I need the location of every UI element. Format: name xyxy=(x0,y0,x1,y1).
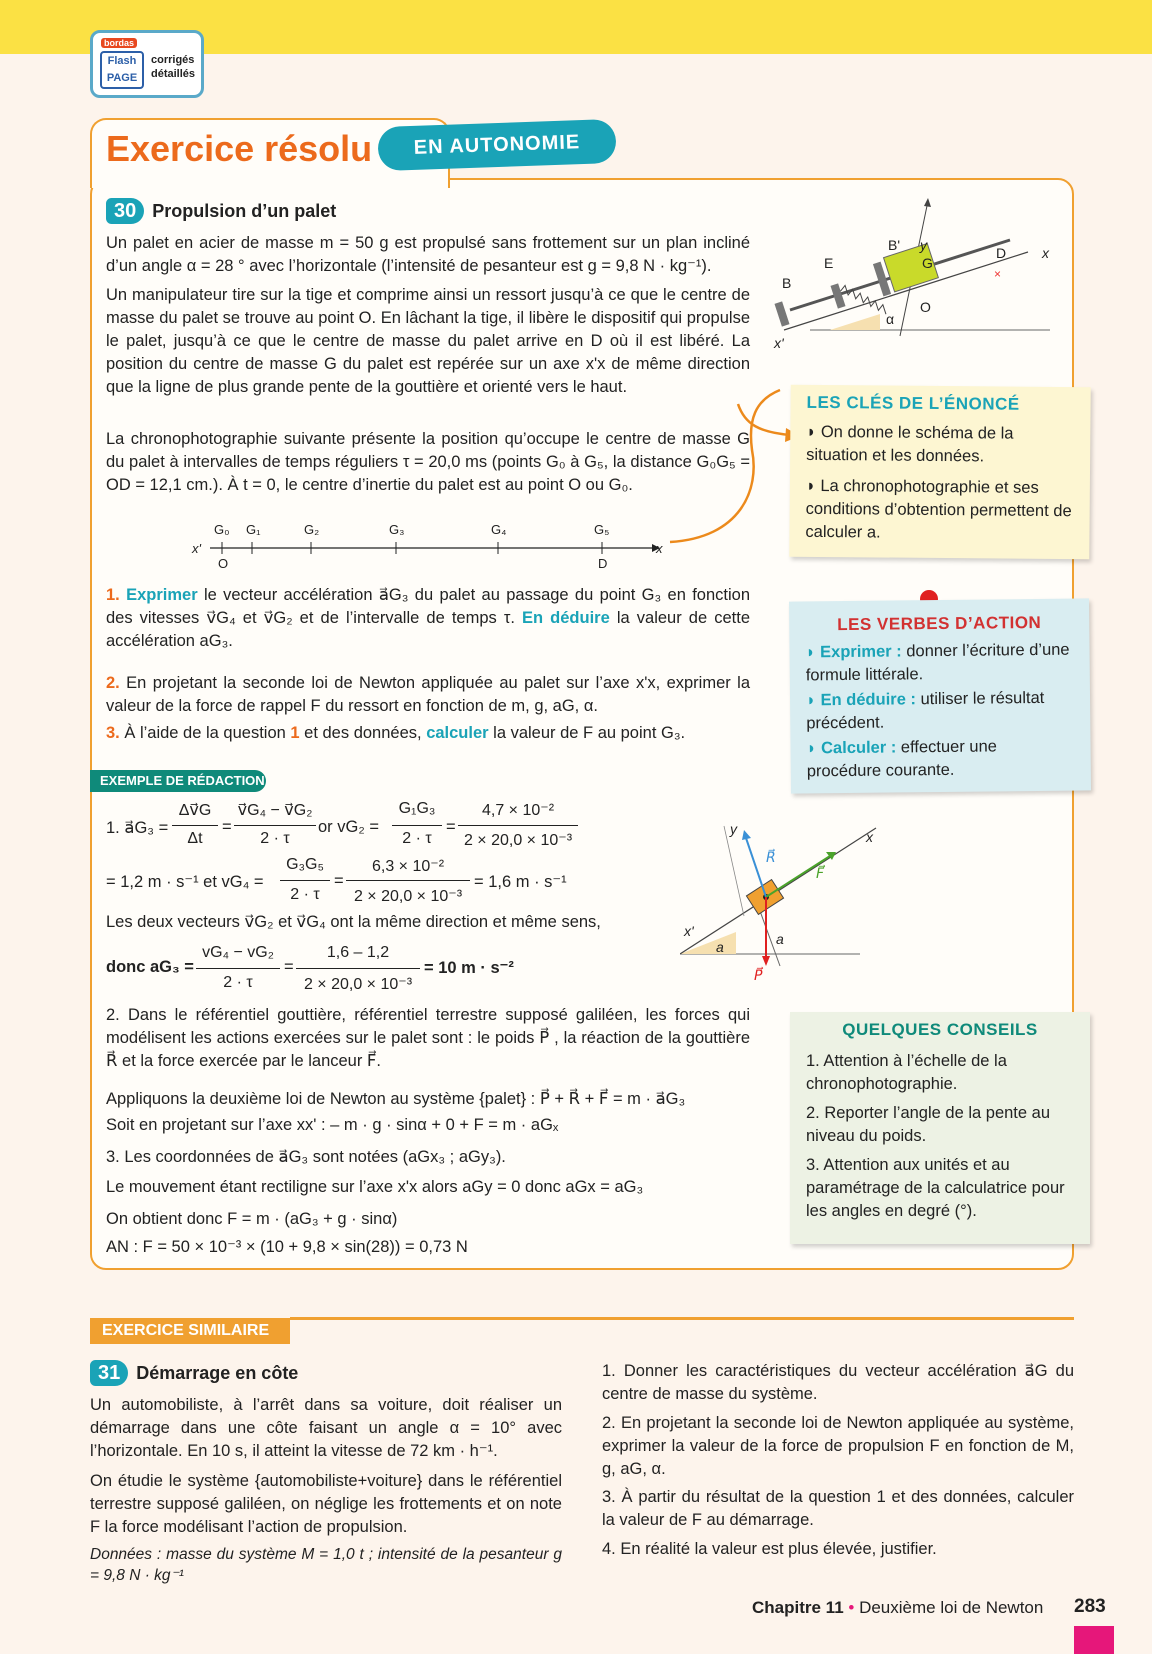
conseils-title: QUELQUES CONSEILS xyxy=(842,1020,1038,1039)
page-title: Exercice résolu xyxy=(106,128,373,169)
conseils-box xyxy=(790,1012,1090,1244)
cles-item: ◗ On donne le schéma de la situation et les données. xyxy=(806,422,1014,466)
exercise-31-heading xyxy=(90,1360,298,1386)
frac-den: 2 · τ xyxy=(260,830,290,847)
ex30-p2: Un manipulateur tire sur la tige et comprime ainsi un ressort jusqu’à ce que le centre de masse du palet se trouve au point O. En lâchant la tige, il libère le dispositif qui propulse le palet, jusqu’à ce que le centre de masse du palet arrive en D où il est libéré. La position du centre de masse G du palet est repérée sur un axe x'x de même direction que la ligne de plus grande pente de la gouttière et orienté vers le haut. xyxy=(106,286,750,396)
ex31-q2: 2. En projetant la seconde loi de Newton appliquée au système, exprimer la valeur de la force de propulsion F en fonction de M, g, aG, α. xyxy=(602,1414,1074,1478)
frac-den: 2 × 20,0 × 10⁻³ xyxy=(463,832,573,849)
ex31-q4: 4. En réalité la valeur est plus élevée, justifier. xyxy=(602,1540,937,1558)
cles-title: LES CLÉS DE L’ÉNONCÉ xyxy=(806,392,1020,414)
axis-point: G₂ xyxy=(304,522,320,537)
frac-den: 2 · τ xyxy=(223,974,253,991)
frac-num: 4,7 × 10⁻² xyxy=(481,802,555,819)
page-number: 283 xyxy=(1074,1596,1106,1617)
similaire-rule xyxy=(290,1317,1074,1320)
axis-d: D xyxy=(598,556,608,571)
fig2-label: x' xyxy=(684,923,694,939)
conseil-item: 2. Reporter l’angle de la pente au niveau du poids. xyxy=(806,1104,1051,1145)
frac-num: 1,6 – 1,2 xyxy=(326,944,390,961)
fig2-label: y xyxy=(730,821,737,837)
exemple-redaction-tag: EXEMPLE DE RÉDACTION xyxy=(90,770,266,792)
ex30-q1: 1. Exprimer le vecteur accélération a⃗G₃ du palet au passage du point G₃ en fonction des vitesses v⃗G₄ et v⃗G₂ et de l’intervalle de temps τ. En déduire la valeur de cette accélération aG₃. xyxy=(106,586,750,650)
red-l4f: = 10 m · s⁻² xyxy=(424,959,514,977)
frac-num: Δv⃗G xyxy=(178,802,212,819)
red-p7: On obtient donc F = m · (aG₃ + g · sinα) xyxy=(106,1210,398,1228)
axis-point: G₄ xyxy=(491,522,507,537)
ex31-donnees: Données : masse du système M = 1,0 t ; intensité de la pesanteur g = 9,8 N · kg⁻¹ xyxy=(90,1546,562,1584)
frac-num: vG₄ − vG₂ xyxy=(202,944,274,961)
red-p5: 3. Les coordonnées de a⃗G₃ sont notées (aGx₃ ; aGy₃). xyxy=(106,1148,506,1166)
red-l2f: = 1,6 m · s⁻¹ xyxy=(474,873,567,891)
flashpage-logo: Flash PAGE xyxy=(100,51,144,89)
exercise-number: 30 xyxy=(106,198,144,224)
frac-den: 2 × 20,0 × 10⁻³ xyxy=(303,976,413,993)
conseil-item: 3. Attention aux unités et au paramétrage de la calculatrice pour les angles en degré (°). xyxy=(806,1156,1065,1220)
fig2-label: a xyxy=(716,939,724,955)
frac-den: 2 · τ xyxy=(290,886,320,903)
axis-point: G₁ xyxy=(246,522,261,537)
axis-o: O xyxy=(218,556,229,571)
axis-point: G₅ xyxy=(594,522,610,537)
red-l4a: donc aG₃ = xyxy=(106,958,194,976)
red-l2a: = 1,2 m · s⁻¹ et vG₄ = xyxy=(106,873,264,891)
fig1-label: y xyxy=(920,237,927,253)
fig1-label: O xyxy=(920,299,931,315)
figure-forces xyxy=(680,820,880,990)
fig1-label: B' xyxy=(888,237,901,253)
red-l3: Les deux vecteurs v⃗G₂ et v⃗G₄ ont la même direction et même sens, xyxy=(106,913,601,931)
frac-den: Δt xyxy=(187,830,203,847)
fig2-label: a xyxy=(776,931,784,947)
ex30-p3: La chronophotographie suivante présente la position qu’occupe le centre de masse G du palet à intervalles de temps réguliers τ = 20,0 ms (points G₀ à G₅, la distance G₀G₅ = OD = 12,1 cm.). À t = 0, le centre d’inertie du palet est au point O ou G₀. xyxy=(106,430,750,494)
ex31-q3: 3. À partir du résultat de la question 1 et des données, calculer la valeur de F au démarrage. xyxy=(602,1488,1074,1529)
svg-text:×: × xyxy=(994,267,1002,281)
fig2-label: x xyxy=(866,829,873,845)
frac-num: G₁G₃ xyxy=(398,800,436,817)
fig1-label: x xyxy=(1042,245,1049,261)
fig1-label: G xyxy=(922,255,933,271)
flashpage-badge[interactable] xyxy=(90,30,204,98)
cles-item: ◗ La chronophotographie et ses conditions d’obtention permettent de calculer a. xyxy=(805,476,1072,542)
bordas-logo: bordas xyxy=(101,38,137,48)
ex30-q2: 2. En projetant la seconde loi de Newton appliquée au palet sur l’axe x'x, exprimer la valeur de la force de rappel F du ressort en fonction de m, g, aG, α. xyxy=(106,674,750,715)
axis-point: G₃ xyxy=(389,522,405,537)
verbes-title: LES VERBES D’ACTION xyxy=(837,612,1042,635)
conseil-item: 1. Attention à l’échelle de la chronophotographie. xyxy=(806,1052,1007,1093)
red-p8: AN : F = 50 × 10⁻³ × (10 + 9,8 × sin(28)) = 0,73 N xyxy=(106,1238,468,1256)
frac-num: G₃G₅ xyxy=(286,856,324,873)
exercise-title: Démarrage en côte xyxy=(136,1363,299,1383)
autonomie-tag: EN AUTONOMIE xyxy=(377,119,616,171)
page-tab xyxy=(1074,1626,1114,1654)
fig1-label: α xyxy=(886,311,895,327)
cles-enonce-box xyxy=(789,385,1090,560)
red-l1a: 1. a⃗G₃ = xyxy=(106,819,169,837)
frac-num: 6,3 × 10⁻² xyxy=(371,858,445,875)
frac-num: v⃗G₄ − v⃗G₂ xyxy=(237,802,313,819)
ex30-p1: Un palet en acier de masse m = 50 g est propulsé sans frottement sur un plan incliné d’un angle α = 28 ° avec l’horizontale (l’intensité de pesanteur est g = 9,8 N · kg⁻¹). xyxy=(106,234,750,275)
figure-launcher xyxy=(770,196,1060,356)
ex31-p1: Un automobiliste, à l’arrêt dans sa voiture, doit réaliser un démarrage dans une côte faisant un angle α = 10° avec l’horizontale. En 10 s, il atteint la vitesse de 72 km · h⁻¹. xyxy=(90,1396,562,1460)
verbes-action-box: LES VERBES D’ACTION ◗ Exprimer : donner l’écriture d’une formule littérale. ◗ En déduire : utiliser le résultat précédent. ◗ Calculer : effectuer une procédure courante. xyxy=(789,598,1091,793)
fig1-label: D xyxy=(996,245,1007,261)
red-p4: Soit en projetant sur l’axe xx' : – m · g · sinα + 0 + F = m · aGₓ xyxy=(106,1116,559,1134)
red-p2: 2. Dans le référentiel gouttière, référentiel terrestre supposé galiléen, les forces qui modélisent les actions exercées sur le palet sont : le poids P⃗ , la réaction de la gouttière R⃗ et la force exercée par le lanceur F⃗. xyxy=(106,1006,750,1070)
chapter-footer: Chapitre 11 • Deuxième loi de Newton xyxy=(752,1598,1044,1617)
exercise-title: Propulsion d’un palet xyxy=(152,201,337,221)
fig2-label: P⃗ xyxy=(754,967,763,983)
red-p3: Appliquons la deuxième loi de Newton au système {palet} : P⃗ + R⃗ + F⃗ = m · a⃗G₃ xyxy=(106,1090,686,1108)
exercice-similaire-tag: EXERCICE SIMILAIRE xyxy=(90,1318,290,1344)
frac-den: 2 × 20,0 × 10⁻³ xyxy=(353,888,463,905)
exercise-30-heading xyxy=(106,198,336,224)
fig1-label: x' xyxy=(774,335,784,351)
ex30-q3: 3. À l’aide de la question 1 et des données, calculer la valeur de F au point G₃. xyxy=(106,724,686,742)
fig2-label: F⃗ xyxy=(816,865,825,881)
red-p6: Le mouvement étant rectiligne sur l’axe x'x alors aGy = 0 donc aGx = aG₃ xyxy=(106,1178,644,1196)
axis-point: G₀ xyxy=(214,522,230,537)
fig1-label: B xyxy=(782,275,792,291)
frac-den: 2 · τ xyxy=(402,830,432,847)
red-l1f: or vG₂ = xyxy=(318,818,379,836)
chronophotography-axis xyxy=(190,520,670,572)
ex31-p2: On étudie le système {automobiliste+voiture} dans le référentiel terrestre supposé galiléen, on néglige les frottements et on note F la force modélisant l’action de propulsion. xyxy=(90,1472,562,1536)
exercise-number: 31 xyxy=(90,1360,128,1386)
fig1-label: E xyxy=(824,255,834,271)
ex31-q1: 1. Donner les caractéristiques du vecteur accélération a⃗G du centre de masse du système. xyxy=(602,1362,1074,1403)
axis-x: x xyxy=(656,541,663,556)
corriges-label: corrigés détaillés xyxy=(151,54,196,80)
fig2-label: R⃗ xyxy=(766,849,776,865)
axis-xprime: x' xyxy=(192,541,201,556)
